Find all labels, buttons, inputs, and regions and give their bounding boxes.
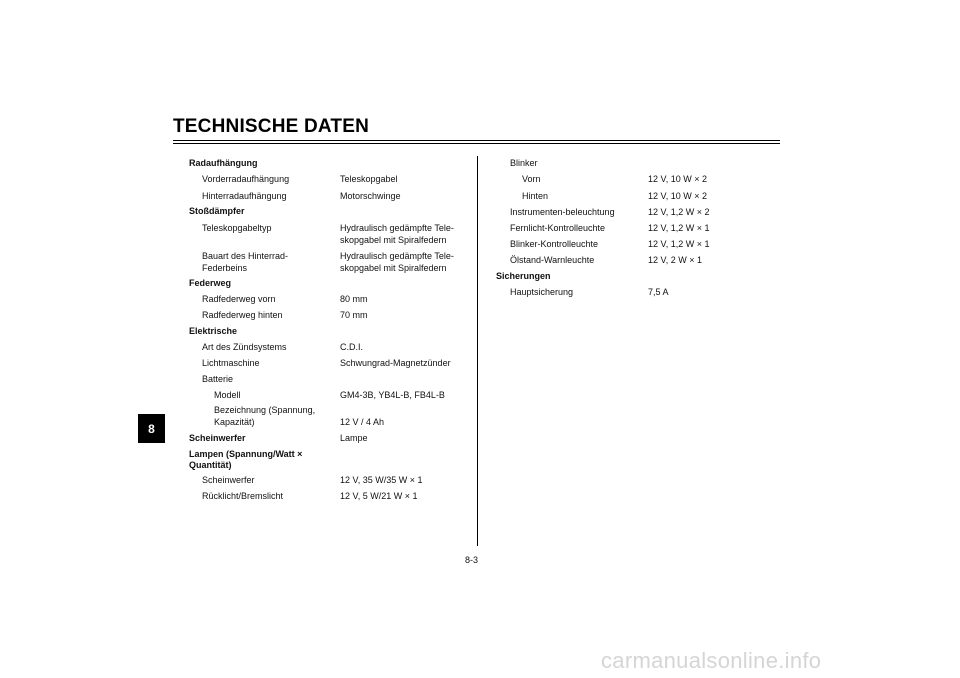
chapter-tab: 8 [138,414,165,443]
spec-value-lampe-scheinwerfer: 12 V, 35 W/35 W × 1 [340,475,423,485]
spec-label-radfederweg-vorn: Radfederweg vorn [202,294,276,304]
spec-label-blinker-hinten: Hinten [522,191,549,201]
section-heading-radaufhaengung: Radaufhängung [189,158,258,168]
spec-value-instrumenten: 12 V, 1,2 W × 2 [648,207,710,217]
spec-label-fernlicht: Fernlicht-Kontrolleuchte [510,223,606,233]
spec-label-teleskopgabeltyp: Teleskopgabeltyp [202,223,272,233]
spec-value-bezeichnung: 12 V / 4 Ah [340,417,385,427]
section-heading-lampen-line1: Lampen (Spannung/Watt × [189,449,303,459]
spec-label-bauart-line1: Bauart des Hinterrad- [202,251,289,261]
section-heading-lampen-line2: Quantität) [189,460,232,470]
spec-label-oelstand: Ölstand-Warnleuchte [510,255,595,265]
spec-value-radfederweg-vorn: 80 mm [340,294,368,304]
spec-value-zuendsystem: C.D.I. [340,342,364,352]
section-heading-sicherungen: Sicherungen [496,271,551,281]
spec-label-blinker: Blinker [510,158,538,168]
section-heading-stossdaempfer: Stoßdämpfer [189,206,245,216]
column-divider [477,156,478,546]
spec-value-hinterradaufhaengung: Motorschwinge [340,191,401,201]
spec-label-blinker-kontrolleuchte: Blinker-Kontrolleuchte [510,239,599,249]
spec-value-teleskopgabeltyp-line2: skopgabel mit Spiralfedern [340,235,447,245]
spec-label-lichtmaschine: Lichtmaschine [202,358,260,368]
spec-value-vorderradaufhaengung: Teleskopgabel [340,174,398,184]
section-heading-elektrische: Elektrische [189,326,238,336]
spec-label-bezeichnung-line1: Bezeichnung (Spannung, [214,405,316,415]
spec-value-oelstand: 12 V, 2 W × 1 [648,255,702,265]
spec-value-radfederweg-hinten: 70 mm [340,310,368,320]
page-number: 8-3 [465,555,479,565]
title-rule-top [173,140,780,141]
spec-value-blinker-hinten: 12 V, 10 W × 2 [648,191,707,201]
spec-label-vorderradaufhaengung: Vorderradaufhängung [202,174,290,184]
spec-label-blinker-vorn: Vorn [522,174,541,184]
spec-value-blinker-kontrolleuchte: 12 V, 1,2 W × 1 [648,239,710,249]
spec-label-radfederweg-hinten: Radfederweg hinten [202,310,283,320]
spec-value-hauptsicherung: 7,5 A [648,287,669,297]
section-heading-federweg: Federweg [189,278,232,288]
spec-label-batterie: Batterie [202,374,234,384]
title-rule-bottom [173,143,780,144]
spec-value-bauart-line1: Hydraulisch gedämpfte Tele- [340,251,454,261]
spec-label-hauptsicherung: Hauptsicherung [510,287,574,297]
spec-label-ruecklicht: Rücklicht/Bremslicht [202,491,284,501]
spec-value-teleskopgabeltyp-line1: Hydraulisch gedämpfte Tele- [340,223,454,233]
spec-label-lampe-scheinwerfer: Scheinwerfer [202,475,255,485]
spec-label-zuendsystem: Art des Zündsystems [202,342,287,352]
spec-label-batterie-modell: Modell [214,390,241,400]
spec-label-bauart-line2: Federbeins [202,263,248,273]
spec-label-bezeichnung-line2: Kapazität) [214,417,255,427]
spec-value-fernlicht: 12 V, 1,2 W × 1 [648,223,710,233]
spec-value-bauart-line2: skopgabel mit Spiralfedern [340,263,447,273]
spec-label-hinterradaufhaengung: Hinterradaufhängung [202,191,287,201]
page-title: TECHNISCHE DATEN [173,116,370,137]
spec-label-instrumenten: Instrumenten-beleuchtung [510,207,615,217]
spec-value-ruecklicht: 12 V, 5 W/21 W × 1 [340,491,418,501]
spec-value-lichtmaschine: Schwungrad-Magnetzünder [340,358,451,368]
spec-value-batterie-modell: GM4-3B, YB4L-B, FB4L-B [340,390,445,400]
section-heading-scheinwerfer: Scheinwerfer [189,433,246,443]
spec-value-scheinwerfer-typ: Lampe [340,433,368,443]
watermark-text: carmanualsonline.info [601,648,822,673]
spec-value-blinker-vorn: 12 V, 10 W × 2 [648,174,707,184]
